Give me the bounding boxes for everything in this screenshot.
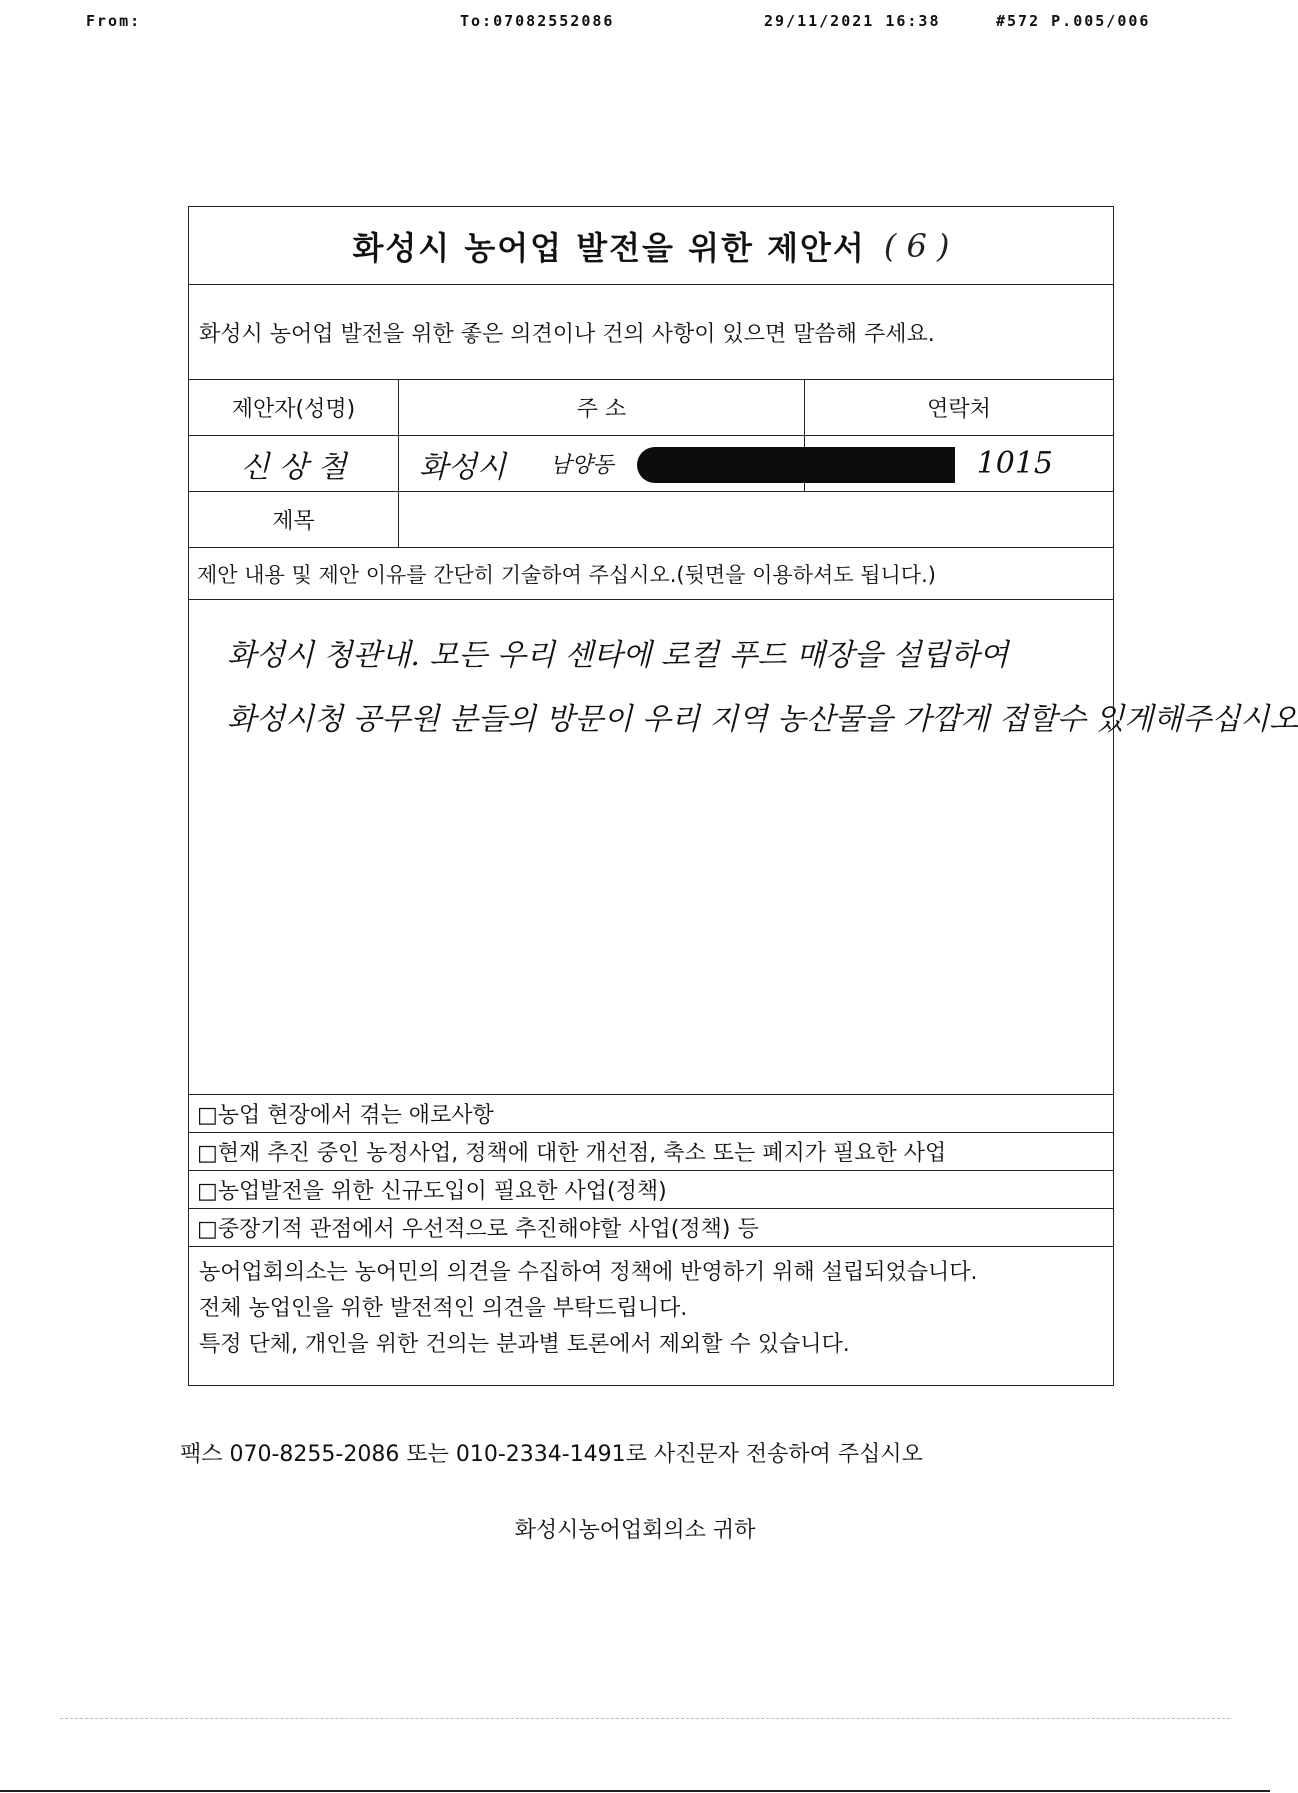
address-header: 주 소 bbox=[399, 380, 805, 435]
proposer-header: 제안자(성명) bbox=[189, 380, 399, 435]
fax-to: To:07082552086 bbox=[460, 12, 615, 30]
checklist-item: □농업발전을 위한 신규도입이 필요한 사업(정책) bbox=[189, 1171, 1113, 1209]
subject-label: 제목 bbox=[189, 492, 399, 547]
note-line: 특정 단체, 개인을 위한 건의는 분과별 토론에서 제외할 수 있습니다. bbox=[199, 1332, 850, 1357]
fax-datetime: 29/11/2021 16:38 bbox=[764, 12, 941, 30]
note-line: 전체 농업인을 위한 발전적인 의견을 부탁드립니다. bbox=[199, 1296, 688, 1321]
notes bbox=[189, 1247, 1113, 1385]
contact-field[interactable] bbox=[805, 436, 1113, 491]
fax-from: From: bbox=[86, 12, 142, 30]
subject-row bbox=[189, 492, 1113, 548]
address-field[interactable] bbox=[399, 436, 805, 491]
note-line: 농어업회의소는 농어민의 의견을 수집하여 정책에 반영하기 위해 설립되었습니다. bbox=[199, 1260, 978, 1285]
proposal-body[interactable] bbox=[189, 600, 1298, 1095]
proposal-form bbox=[188, 206, 1298, 1386]
instruction: 제안 내용 및 제안 이유를 간단히 기술하여 주십시오.(뒷면을 이용하셔도 됩니다.) bbox=[189, 548, 1113, 600]
fax-header bbox=[0, 12, 1270, 34]
redaction-block bbox=[805, 447, 955, 483]
form-intro: 화성시 농어업 발전을 위한 좋은 의견이나 건의 사항이 있으면 말씀해 주세요. bbox=[189, 285, 1113, 380]
proposer-name-field[interactable]: 신 상 철 bbox=[189, 436, 399, 491]
checklist-item: □농업 현장에서 겪는 애로사항 bbox=[189, 1095, 1113, 1133]
body-line: 화성시청 공무원 분들의 방문이 우리 지역 농산물을 가깝게 접할수 있게해주십시오 bbox=[227, 702, 1298, 737]
address-city: 화성시 bbox=[419, 449, 506, 485]
fax-page: #572 P.005/006 bbox=[996, 12, 1151, 30]
contact-value: 1015 bbox=[976, 446, 1053, 481]
fax-instruction: 팩스 070-8255-2086 또는 010-2334-1491로 사진문자 전송하여 주십시오 bbox=[180, 1442, 923, 1467]
header-row bbox=[189, 380, 1113, 436]
recipient: 화성시농어업회의소 귀하 bbox=[514, 1518, 756, 1543]
divider bbox=[0, 1790, 1270, 1792]
body-line: 화성시 청관내. 모든 우리 센타에 로컬 푸드 매장을 설립하여 bbox=[227, 638, 1009, 673]
form-title: 화성시 농어업 발전을 위한 제안서 bbox=[352, 228, 866, 267]
checklist-item: □중장기적 관점에서 우선적으로 추진해야할 사업(정책) 등 bbox=[189, 1209, 1113, 1247]
form-title-row bbox=[189, 207, 1113, 285]
form-number: ( 6 ) bbox=[883, 226, 950, 265]
address-district: 남양동 bbox=[549, 453, 614, 478]
subject-field[interactable] bbox=[399, 492, 1113, 547]
contact-header: 연락처 bbox=[927, 397, 991, 422]
divider bbox=[60, 1718, 1230, 1719]
value-row bbox=[189, 436, 1113, 492]
checklist-item: □현재 추진 중인 농정사업, 정책에 대한 개선점, 축소 또는 폐지가 필요한 사업 bbox=[189, 1133, 1113, 1171]
